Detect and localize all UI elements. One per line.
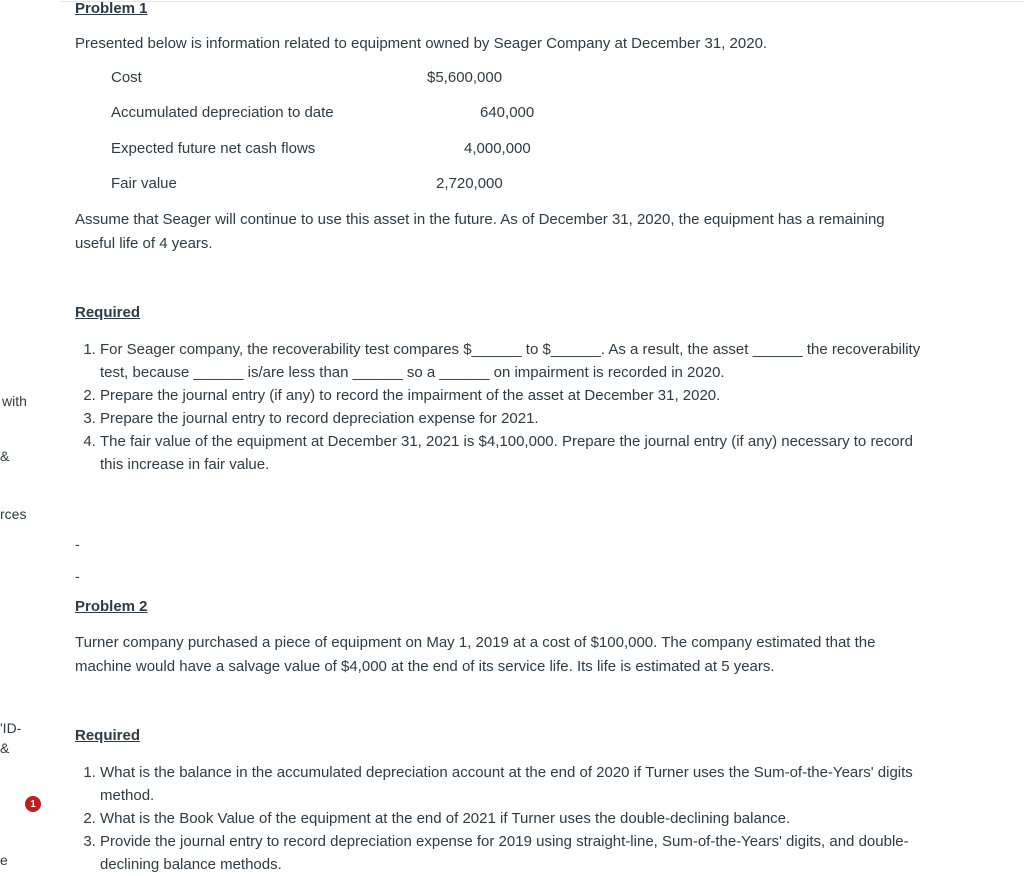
left-nav-sidebar xyxy=(0,0,60,873)
row-cashflow-label: Expected future net cash flows xyxy=(111,140,316,157)
problem2-item-2: 2. What is the Book Value of the equipment at the end of 2021 if Turner uses the double-declining balance. xyxy=(100,807,940,830)
problem1-required-list xyxy=(75,338,940,476)
separator-dash: - xyxy=(75,536,80,552)
notification-badge[interactable]: 1 xyxy=(25,796,41,812)
problem1-item-1: 1. For Seager company, the recoverability test compares $______ to $______. As a result, the asset ______ the recoverability test, because ______ is/are less than ______ so a ______ on impairment is recorded in 2020. xyxy=(100,338,940,384)
problem2-item-3: 3. Provide the journal entry to record depreciation expense for 2019 using straight-line, Sum-of-the-Years' digits, and double-declining balance methods. xyxy=(100,830,940,876)
nav-fragment-amp-2[interactable]: & xyxy=(0,740,10,756)
problem2-intro: Turner company purchased a piece of equipment on May 1, 2019 at a cost of $100,000. The company estimated that the machine would have a salvage value of $4,000 at the end of its service life. Its life is estimated at 5 years. xyxy=(75,634,876,675)
nav-fragment-e[interactable]: e xyxy=(0,852,8,868)
row-cost-label: Cost xyxy=(111,69,142,86)
problem1-required-title: Required xyxy=(75,304,141,321)
problem1-title: Problem 1 xyxy=(75,0,148,17)
top-divider xyxy=(60,1,1024,2)
problem1-item-2: 2. Prepare the journal entry (if any) to record the impairment of the asset at December 31, 2020. xyxy=(100,384,940,407)
problem2-title: Problem 2 xyxy=(75,598,148,615)
row-cost-value: $5,600,000 xyxy=(427,69,503,86)
problem1-intro: Presented below is information related to equipment owned by Seager Company at December 31, 2020. xyxy=(75,35,768,52)
problem1-assumption: Assume that Seager will continue to use this asset in the future. As of December 31, 2020, the equipment has a remaining useful life of 4 years. xyxy=(75,211,885,252)
nav-fragment-id[interactable]: 'ID- xyxy=(0,720,22,736)
row-fairvalue-value: 2,720,000 xyxy=(436,175,503,192)
problem2-item-1: 1. What is the balance in the accumulated depreciation account at the end of 2020 if Turner uses the Sum-of-the-Years' digits method. xyxy=(100,761,940,807)
row-cashflow-value: 4,000,000 xyxy=(464,140,531,157)
row-accum-label: Accumulated depreciation to date xyxy=(111,104,334,121)
nav-fragment-rces[interactable]: rces xyxy=(0,506,27,522)
problem1-item-3: 3. Prepare the journal entry to record depreciation expense for 2021. xyxy=(100,407,940,430)
problem2-required-title: Required xyxy=(75,727,141,744)
nav-fragment-amp[interactable]: & xyxy=(0,448,10,464)
nav-fragment-with[interactable]: with xyxy=(2,393,27,409)
row-fairvalue-label: Fair value xyxy=(111,175,177,192)
row-accum-value: 640,000 xyxy=(480,104,535,121)
separator-dash: - xyxy=(75,568,80,584)
problem1-item-4: 4. The fair value of the equipment at December 31, 2021 is $4,100,000. Prepare the journal entry (if any) necessary to record this increase in fair value. xyxy=(100,430,940,476)
problem2-required-list xyxy=(75,761,940,876)
